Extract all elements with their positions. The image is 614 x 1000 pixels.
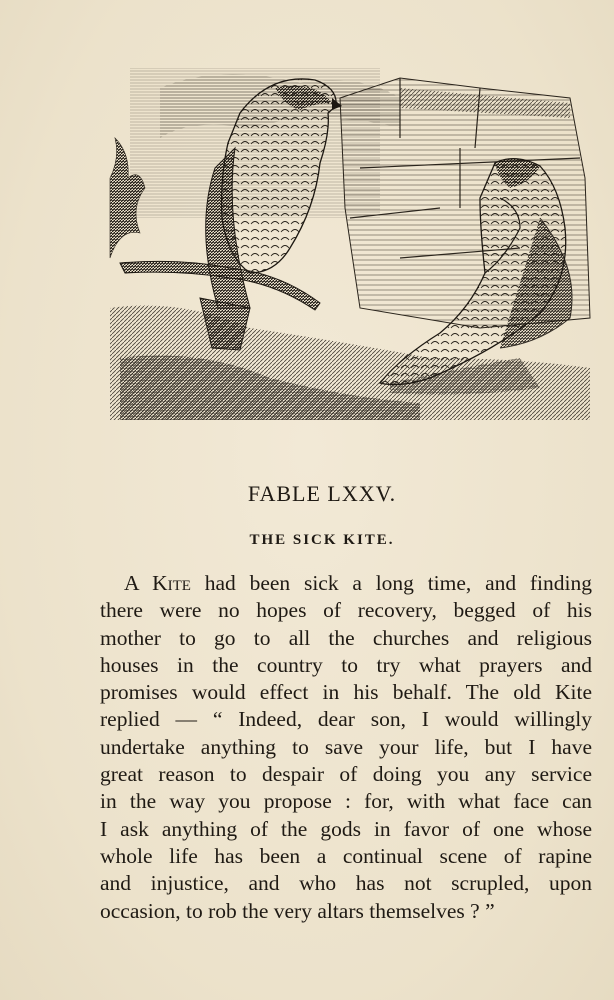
engraving-two-kites-icon xyxy=(100,58,592,420)
text-line: replied — “ Indeed, dear son, I would willingly xyxy=(100,707,592,732)
text-line: A Kite had been sick a long time, and finding xyxy=(124,571,592,595)
text-line: occasion, to rob the very altars themselves ? ” xyxy=(100,898,495,923)
drop-word: A xyxy=(124,571,139,595)
text-line: great reason to despair of doing you any service xyxy=(100,762,592,787)
text-line: mother to go to all the churches and religious xyxy=(100,625,592,650)
text-line: promises would effect in his behalf. The old Kite xyxy=(100,680,592,705)
text-line: houses in the country to try what prayers and xyxy=(100,652,592,677)
text-line: I ask anything of the gods in favor of one whose xyxy=(100,816,592,841)
text-line: in the way you propose : for, with what face can xyxy=(100,789,592,814)
text-line: and injustice, and who has not scrupled, upon xyxy=(100,871,592,896)
fable-body xyxy=(100,570,592,925)
fable-title: FABLE LXXV. xyxy=(247,481,397,506)
text-line: whole life has been a continual scene of rapine xyxy=(100,843,592,868)
fable-subtitle: THE SICK KITE. xyxy=(249,532,395,548)
small-caps-word: Kite xyxy=(152,571,191,595)
text-line: undertake anything to save your life, but I have xyxy=(100,734,592,759)
text-line: there were no hopes of recovery, begged of his xyxy=(100,598,592,623)
